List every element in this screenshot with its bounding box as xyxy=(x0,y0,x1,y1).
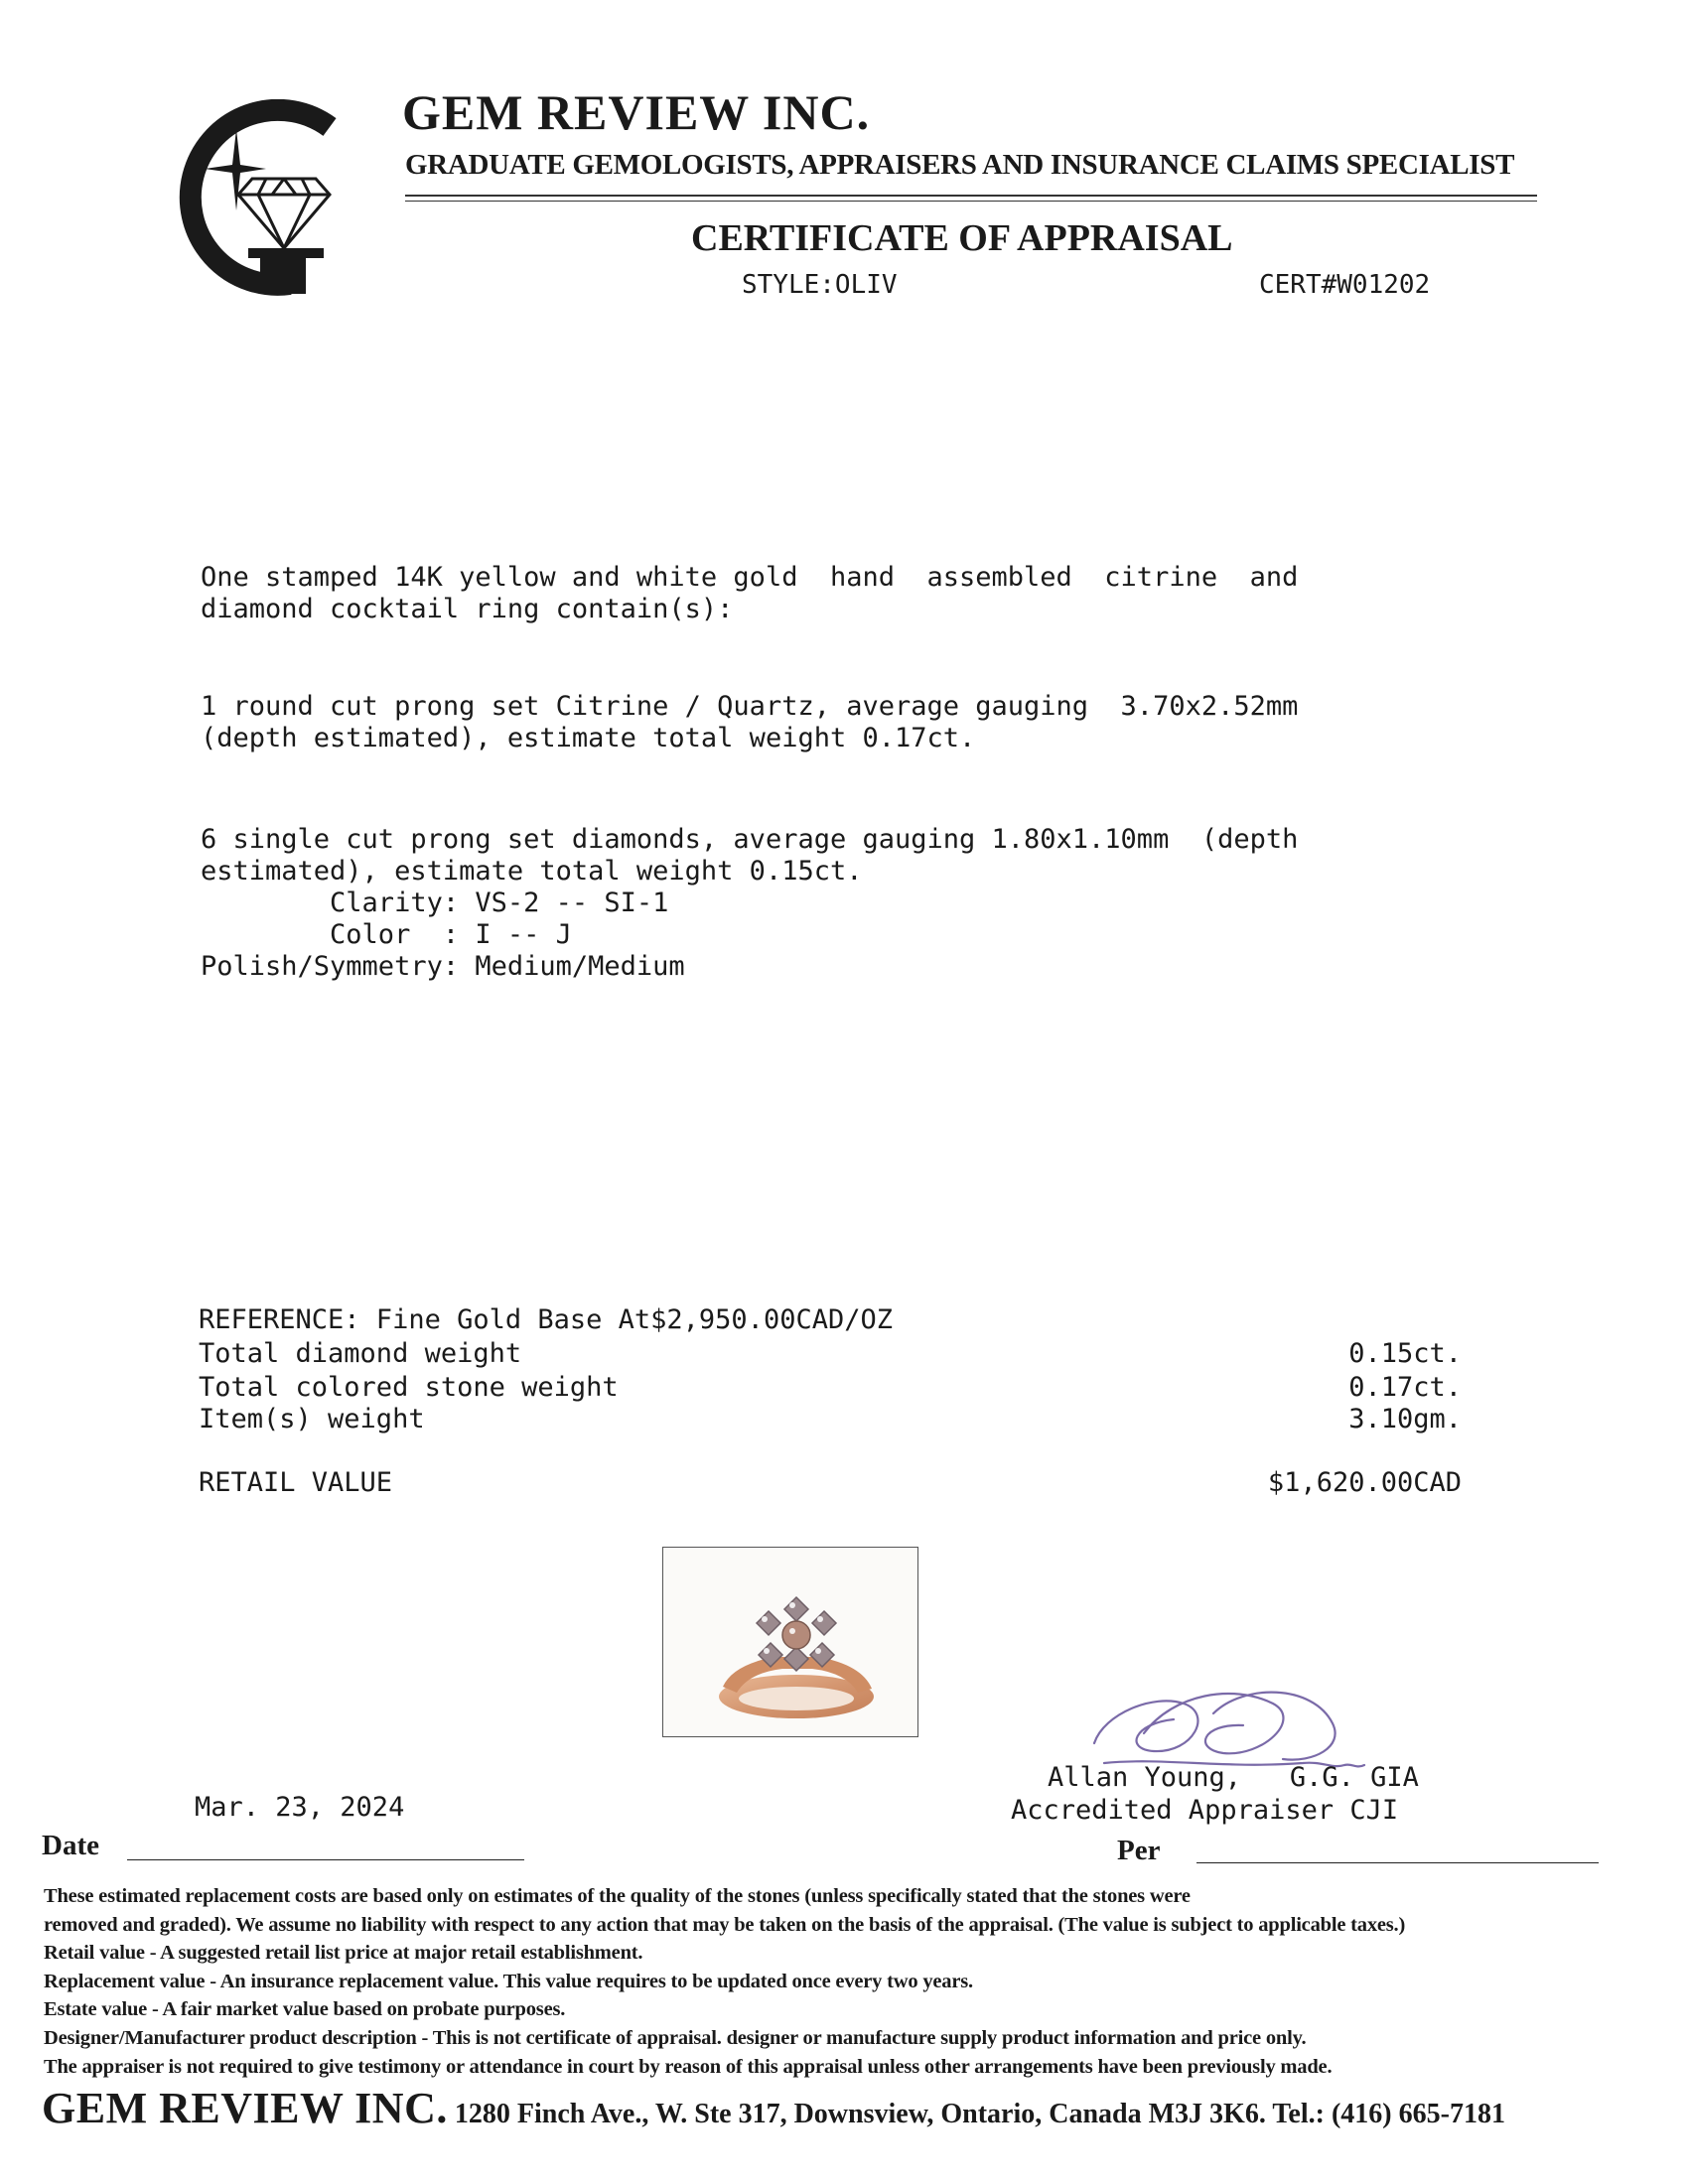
summary-value: 3.10gm. xyxy=(1348,1404,1462,1434)
summary-label: Total diamond weight xyxy=(199,1338,522,1369)
ring-photo-frame xyxy=(662,1547,918,1737)
footer xyxy=(42,2083,1505,2133)
summary-label: Item(s) weight xyxy=(199,1404,425,1434)
citrine-description: 1 round cut prong set Citrine / Quartz, average gauging 3.70x2.52mm (depth estimated), estimate total weight 0.17ct. xyxy=(201,691,1299,753)
summary-value: 0.15ct. xyxy=(1348,1338,1462,1369)
certificate-number: CERT#W01202 xyxy=(1259,270,1431,300)
retail-value-amount: $1,620.00CAD xyxy=(1267,1467,1462,1498)
footer-company-name: GEM REVIEW INC. xyxy=(42,2084,448,2132)
header-divider xyxy=(405,195,1537,202)
disclaimer-line: Retail value - A suggested retail list price at major retail establishment. xyxy=(44,1942,643,1965)
date-label: Date xyxy=(42,1830,99,1861)
retail-value-label: RETAIL VALUE xyxy=(199,1467,393,1498)
certificate-title: CERTIFICATE OF APPRAISAL xyxy=(691,217,1233,259)
disclaimer-line: Estate value - A fair market value based on probate purposes. xyxy=(44,1998,566,2021)
per-signature-line xyxy=(1196,1862,1599,1863)
summary-row-item-weight xyxy=(199,1404,1462,1437)
summary-row-colored-stone-weight xyxy=(199,1372,1462,1406)
company-name: GEM REVIEW INC. xyxy=(402,84,871,140)
summary-value: 0.17ct. xyxy=(1348,1372,1462,1403)
disclaimer-line: These estimated replacement costs are based only on estimates of the quality of the stones (unless specifically stated that the stones were xyxy=(44,1885,1191,1907)
style-code: STYLE:OLIV xyxy=(742,270,898,300)
appraiser-name: Allan Young, G.G. GIA xyxy=(1048,1762,1419,1793)
disclaimer-line: The appraiser is not required to give testimony or attendance in court by reason of this appraisal unless other arrangements have been previously made. xyxy=(44,2055,1333,2078)
disclaimer-line: Replacement value - An insurance replacement value. This value requires to be updated once every two years. xyxy=(44,1970,973,1992)
disclaimer-line: removed and graded). We assume no liability with respect to any action that may be taken on the basis of the appraisal. (The value is subject to applicable taxes.) xyxy=(44,1913,1406,1936)
diamond-description: 6 single cut prong set diamonds, average gauging 1.80x1.10mm (depth estimated), estimate total weight 0.15ct. Clarity: VS-2 -- SI-1 Color : I -- J Polish/Symmetry: Medium/Medium xyxy=(201,824,1299,982)
disclaimer xyxy=(44,1882,1672,2081)
summary-row-diamond-weight xyxy=(199,1338,1462,1372)
disclaimer-line: Designer/Manufacturer product description - This is not certificate of appraisal. designer or manufacture supply product information and price only. xyxy=(44,2026,1307,2049)
ring-photo-icon xyxy=(663,1548,918,1737)
company-tagline: GRADUATE GEMOLOGISTS, APPRAISERS AND INSURANCE CLAIMS SPECIALIST xyxy=(405,149,1515,181)
per-label: Per xyxy=(1117,1835,1161,1866)
date-signature-line xyxy=(127,1859,524,1860)
gem-review-logo-icon xyxy=(149,99,348,298)
appraiser-title: Accredited Appraiser CJI xyxy=(1011,1795,1399,1826)
footer-address: 1280 Finch Ave., W. Ste 317, Downsview, Ontario, Canada M3J 3K6. Tel.: (416) 665-7181 xyxy=(447,2099,1505,2129)
summary-label: Total colored stone weight xyxy=(199,1372,619,1403)
appraisal-date: Mar. 23, 2024 xyxy=(195,1792,405,1823)
reference-line: REFERENCE: Fine Gold Base At$2,950.00CAD/OZ xyxy=(199,1304,893,1335)
retail-value-row xyxy=(199,1467,1462,1501)
item-description: One stamped 14K yellow and white gold hand assembled citrine and diamond cocktail ring contain(s): xyxy=(201,562,1299,624)
